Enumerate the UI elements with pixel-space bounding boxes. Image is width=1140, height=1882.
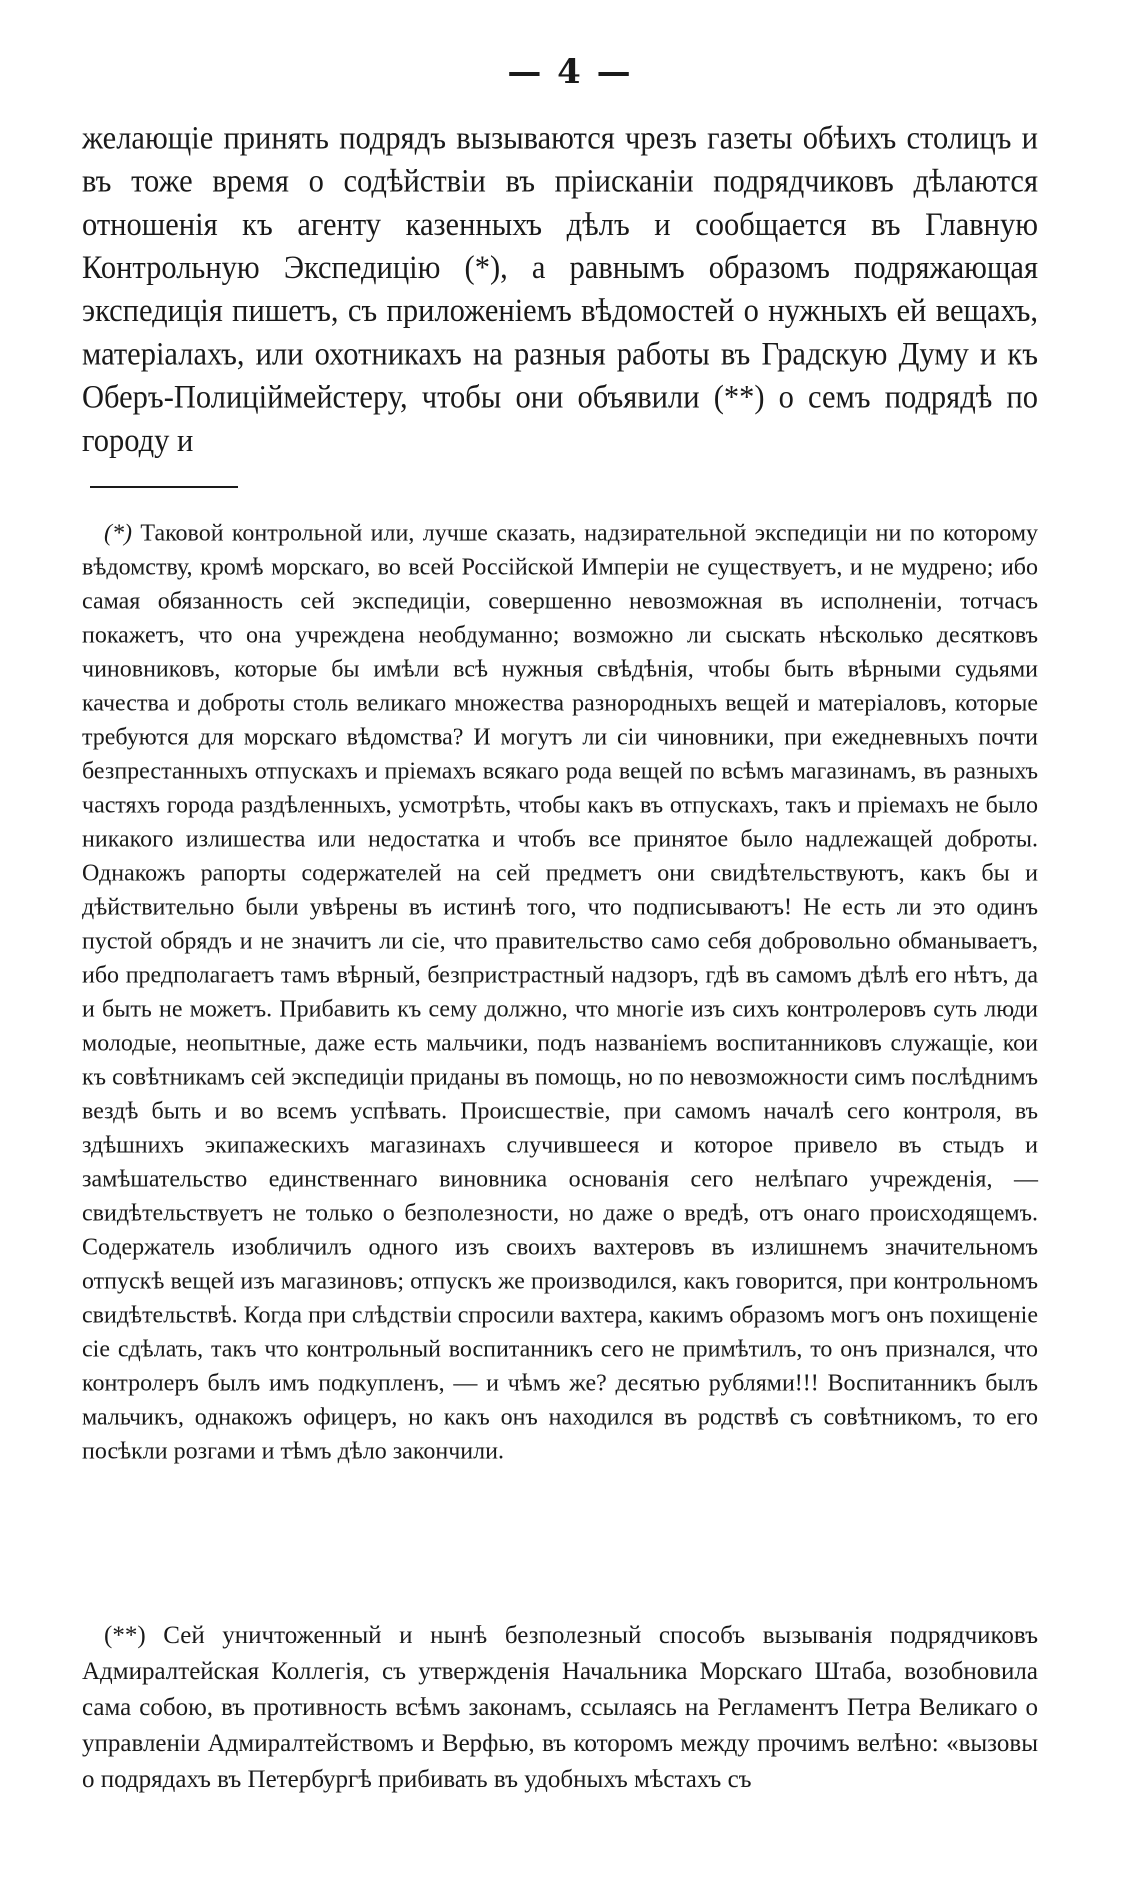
footnote-divider: [90, 486, 238, 488]
footnote-1-text: Таковой контрольной или, лучше сказать, надзирательной экспедиціи ни по которому вѣдомству, кромѣ морскаго, во всей Россійской Имперіи не существуетъ, и не мудрено; ибо самая обязанность сей экспедиціи, совершенно невозможная въ исполненіи, тотчасъ покажетъ, что она учреждена необдуманно; возможно ли сыскать нѣсколько десятковъ чиновниковъ, которые бы имѣли всѣ нужныя свѣдѣнія, чтобы быть вѣрными судьями качества и доброты столь великаго множества разнородныхъ вещей и матеріаловъ, которые требуются для морскаго вѣдомства? И могутъ ли сіи чиновники, при ежедневныхъ почти безпрестанныхъ отпускахъ и пріемахъ всякаго рода вещей по всѣмъ магазинамъ, въ разныхъ частяхъ города раздѣленныхъ, усмотрѣть, чтобы какъ въ отпускахъ, такъ и пріемахъ не было никакого излишества или недостатка и чтобъ все принятое было надлежащей доброты. Однакожъ рапорты содержателей на сей предметъ они свидѣтельствуютъ, какъ бы и дѣйствительно были увѣрены въ истинѣ того, что подписываютъ! Не есть ли это одинъ пустой обрядъ и не значитъ ли сіе, что правительство само себя добровольно обманываетъ, ибо предполагаетъ тамъ вѣрный, безпристрастный надзоръ, гдѣ въ самомъ дѣлѣ его нѣтъ, да и быть не можетъ. Прибавить къ сему должно, что многіе изъ сихъ контролеровъ суть люди молодые, неопытные, даже есть мальчики, подъ названіемъ воспитанниковъ служащіе, кои къ совѣтникамъ сей экспедиціи приданы въ помощь, но по невозможности симъ послѣднимъ вездѣ быть и во всемъ успѣвать. Происшествіе, при самомъ началѣ сего контроля, въ здѣшнихъ экипажескихъ магазинахъ случившееся и которое привело въ стыдъ и замѣшательство единственнаго виновника основанія сего нелѣпаго учрежденія, — свидѣтельствуетъ не только о безполезности, но даже о вредѣ, отъ онаго происходящемъ. Содержатель изобличилъ одного изъ своихъ вахтеровъ въ излишнемъ значительномъ отпускѣ вещей изъ магазиновъ; отпускъ же производился, какъ говорится, при контрольномъ свидѣтельствѣ. Когда при слѣдствіи спросили вахтера, какимъ образомъ могъ онъ похищеніе сіе сдѣлать, такъ что контрольный воспитанникъ сего не примѣтилъ, то онъ признался, что контролеръ былъ имъ подкупленъ, — и чѣмъ же? десятью рублями!!! Воспитанникъ былъ мальчикъ, однакожъ офицеръ, но какъ онъ находился въ родствѣ съ совѣтникомъ, то его посѣкли розгами и тѣмъ дѣло закончили.: [82, 520, 1039, 1465]
main-paragraph: желающіе принять подрядъ вызываются чрезъ газеты обѣихъ столицъ и въ тоже время о содѣйствіи въ прiисканіи подрядчиковъ дѣлаются отношенія къ агенту казенныхъ дѣлъ и сообщается въ Главную Контрольную Экспедицію (*), а равнымъ образомъ подряжающая экспедиція пишетъ, съ приложеніемъ вѣдомостей о нужныхъ ей вещахъ, матеріалахъ, или охотникахъ на разныя работы въ Градскую Думу и къ Оберъ-Полицiймейстеру, чтобы они объявили (**) о семъ подрядѣ по городу и: [82, 119, 1038, 459]
footnote-1: [82, 517, 1038, 1469]
footnote-2-marker: (**): [104, 1621, 146, 1649]
footnote-2: [82, 1617, 1038, 1797]
page-number: — 4 —: [507, 52, 633, 92]
footnote-2-text: Сей уничтоженный и нынѣ безполезный способъ вызыванія подрядчиковъ Адмиралтейская Коллегія, съ утвержденія Начальника Морскаго Штаба, возобновила сама собою, въ противность всѣмъ законамъ, ссылаясь на Регламентъ Петра Великаго о управленіи Адмиралтействомъ и Верфью, въ которомъ между прочимъ велѣно: «вызовы о подрядахъ въ Петербургѣ прибивать въ удобныхъ мѣстахъ съ: [82, 1621, 1039, 1794]
footnote-1-marker: (*): [104, 520, 132, 547]
